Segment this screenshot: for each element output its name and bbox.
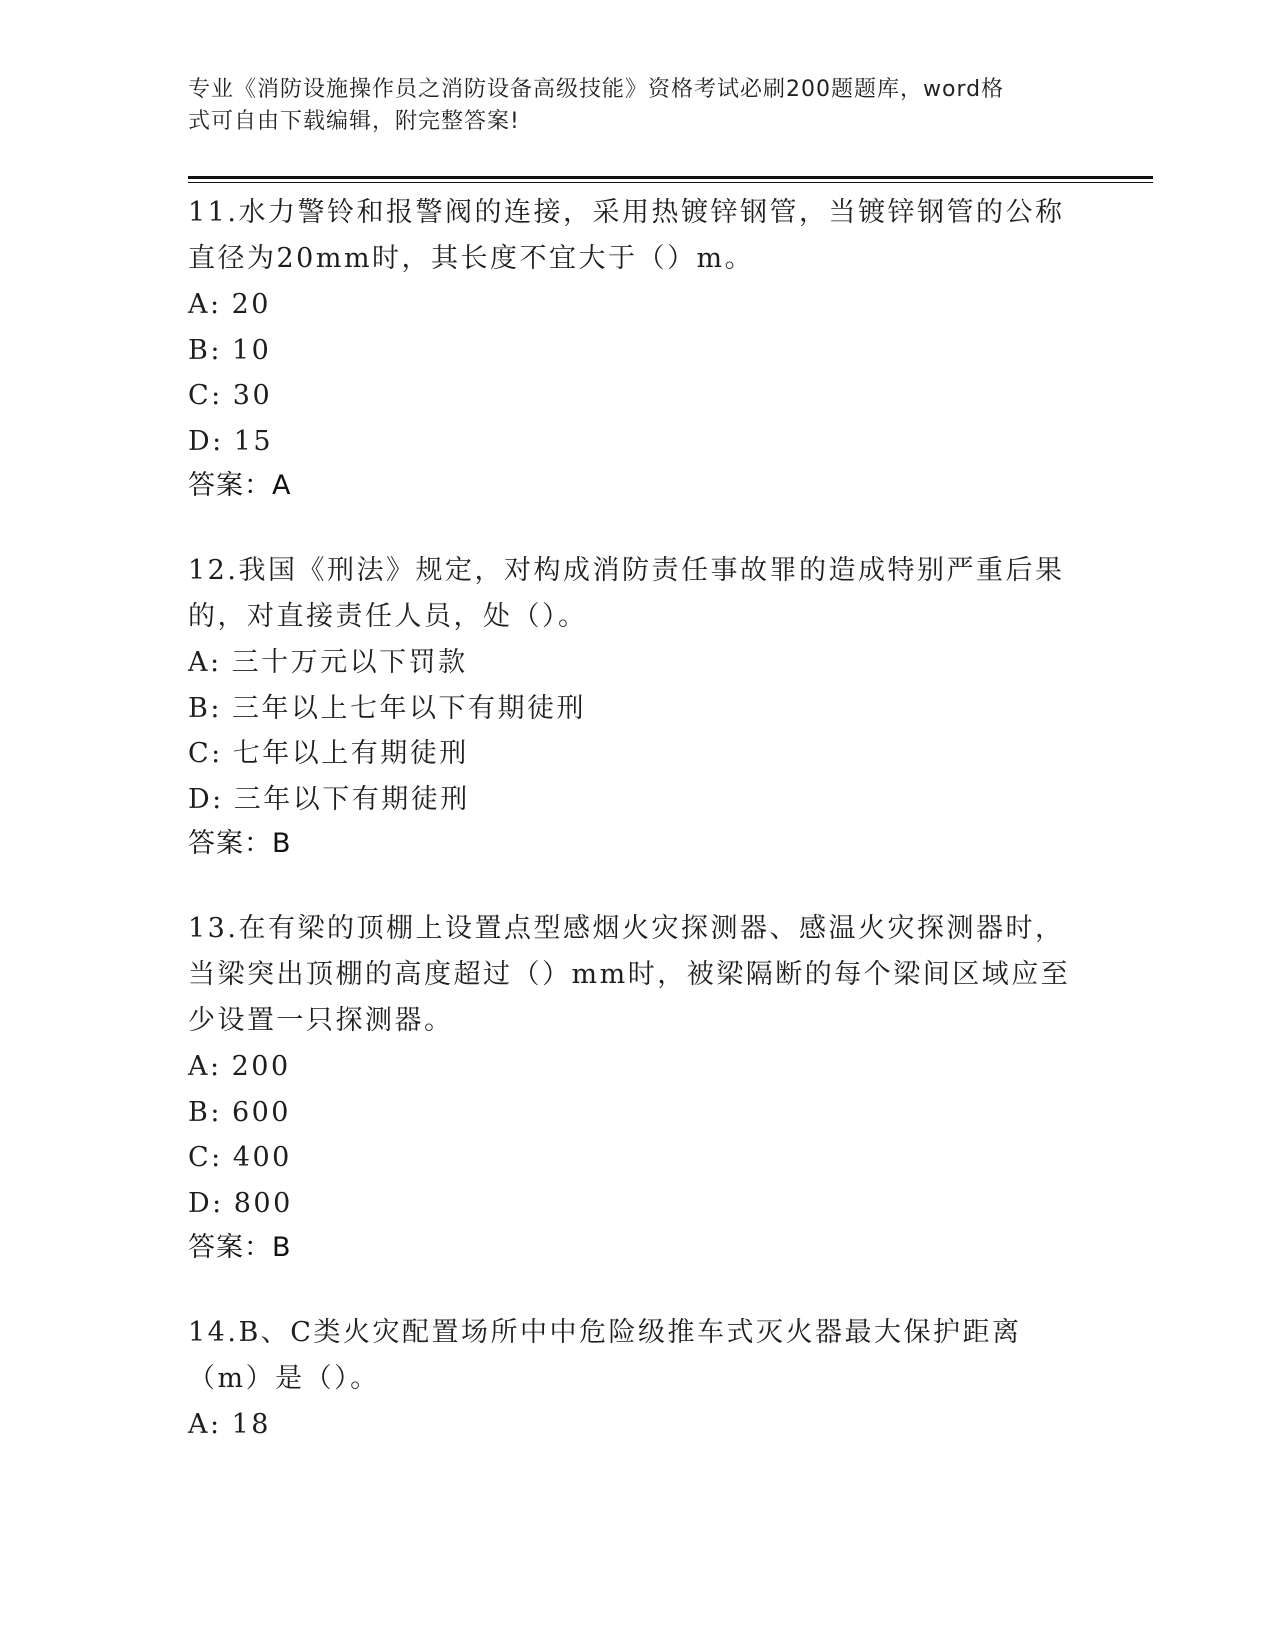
option-label: A: <box>188 1051 222 1082</box>
question-item <box>188 190 1088 508</box>
header-divider-thin <box>188 182 1153 183</box>
option-value: 七年以上有期徒刑 <box>232 738 469 769</box>
option-value: 10 <box>231 334 272 366</box>
question-text: 11.水力警铃和报警阀的连接，采用热镀锌钢管，当镀锌钢管的公称直径为20mm时，其长度不宜大于（）m。 <box>188 197 1065 274</box>
option-value: 800 <box>233 1187 293 1219</box>
answer-text: 答案：B <box>188 1232 292 1263</box>
option-value: 15 <box>233 425 274 457</box>
option-value: 18 <box>231 1409 271 1440</box>
option-label: C: <box>188 738 223 769</box>
option-value: 600 <box>231 1096 291 1128</box>
question-item <box>188 548 1088 866</box>
answer-text: 答案：B <box>188 828 292 859</box>
option-a <box>188 640 1088 686</box>
option-d <box>188 1181 1088 1227</box>
option-label: D: <box>188 1187 224 1219</box>
option-label: D: <box>188 425 224 457</box>
option-value: 三年以下有期徒刑 <box>233 783 470 815</box>
option-b <box>188 1090 1088 1136</box>
option-a <box>188 282 1088 328</box>
option-value: 三年以上七年以下有期徒刑 <box>231 692 586 724</box>
question-text: 12.我国《刑法》规定，对构成消防责任事故罪的造成特别严重后果的，对直接责任人员，处（）。 <box>188 555 1065 632</box>
header-line-1: 专业《消防设施操作员之消防设备高级技能》资格考试必刷200题题库，word格 <box>188 77 1005 102</box>
document-header <box>188 74 1088 138</box>
option-label: B: <box>188 692 222 724</box>
option-label: D: <box>188 783 224 815</box>
question-item <box>188 1310 1088 1448</box>
header-divider-thick <box>188 176 1153 179</box>
question-list <box>188 190 1088 1488</box>
option-c <box>188 373 1088 419</box>
option-a <box>188 1044 1088 1090</box>
option-d <box>188 777 1088 823</box>
option-value: 200 <box>231 1051 291 1082</box>
option-label: C: <box>188 380 223 411</box>
option-value: 三十万元以下罚款 <box>231 647 468 678</box>
option-value: 30 <box>232 380 273 411</box>
option-a <box>188 1402 1088 1448</box>
option-c <box>188 1135 1088 1181</box>
option-b <box>188 686 1088 732</box>
option-b <box>188 328 1088 374</box>
option-c <box>188 731 1088 777</box>
question-item <box>188 906 1088 1270</box>
option-label: B: <box>188 334 222 366</box>
header-line-2: 式可自由下载编辑，附完整答案! <box>188 109 520 134</box>
option-label: A: <box>188 647 222 678</box>
question-text: 14.B、C类火灾配置场所中中危险级推车式灭火器最大保护距离（m）是（）。 <box>188 1317 1022 1394</box>
question-text: 13.在有梁的顶棚上设置点型感烟火灾探测器、感温火灾探测器时，当梁突出顶棚的高度超过（）mm时，被梁隔断的每个梁间区域应至少设置一只探测器。 <box>188 913 1071 1036</box>
option-label: A: <box>188 289 222 320</box>
option-value: 20 <box>231 289 271 320</box>
option-label: B: <box>188 1096 222 1128</box>
option-label: C: <box>188 1142 223 1173</box>
option-d <box>188 419 1088 465</box>
answer-text: 答案：A <box>188 470 292 501</box>
option-value: 400 <box>232 1142 292 1173</box>
option-label: A: <box>188 1409 222 1440</box>
